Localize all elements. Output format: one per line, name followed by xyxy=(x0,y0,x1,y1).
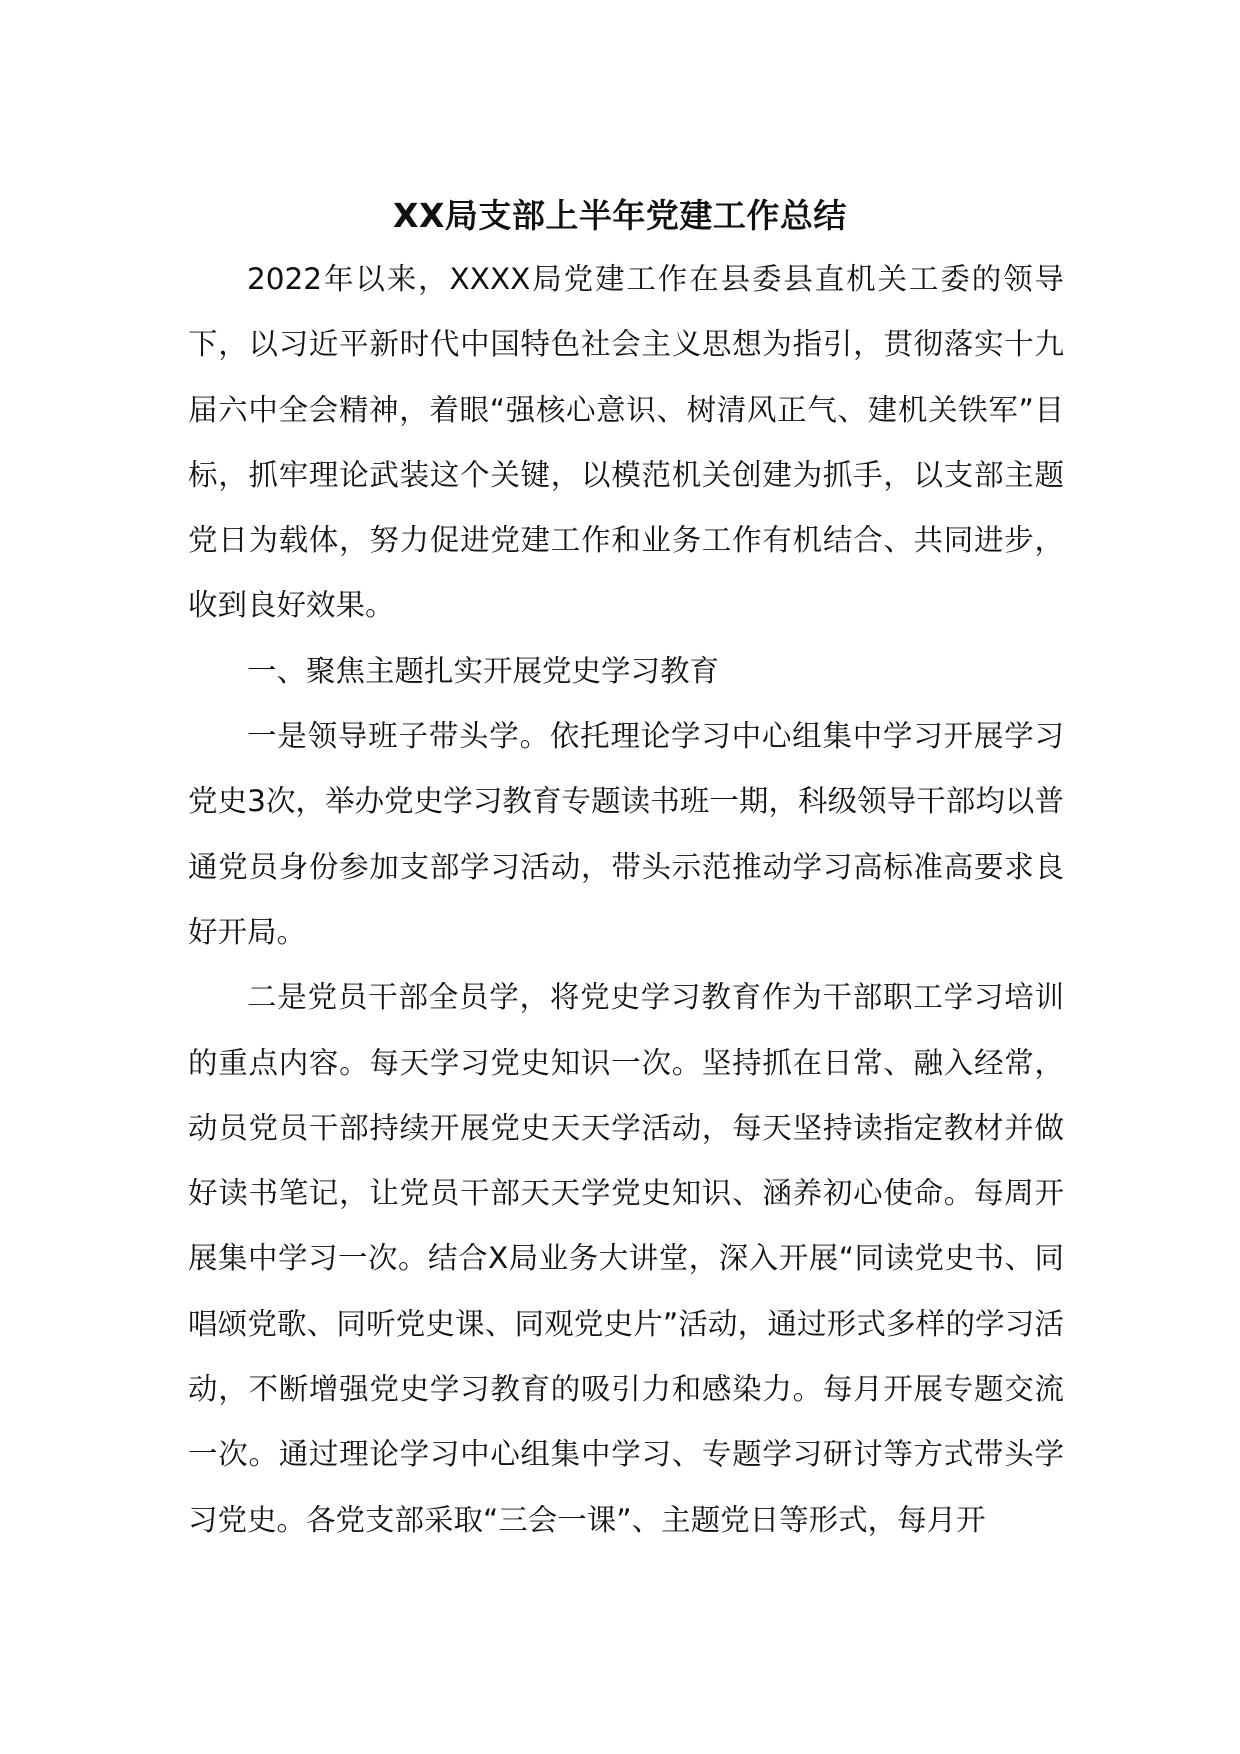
intro-paragraph: 2022年以来，XXXX局党建工作在县委县直机关工委的领导下，以习近平新时代中国特色社会主义思想为指引，贯彻落实十九届六中全会精神，着眼“强核心意识、树清风正气、建机关铁军”目标，抓牢理论武装这个关键，以模范机关创建为抓手，以支部主题党日为载体，努力促进党建工作和业务工作有机结合、共同进步，收到良好效果。 xyxy=(188,262,1064,623)
body-paragraph: 二是党员干部全员学，将党史学习教育作为干部职工学习培训的重点内容。每天学习党史知识一次。坚持抓在日常、融入经常，动员党员干部持续开展党史天天学活动，每天坚持读指定教材并做好读书笔记，让党员干部天天学党史知识、涵养初心使命。每周开展集中学习一次。结合X局业务大讲堂，深入开展“同读党史书、同唱颂党歌、同听党史课、同观党史片”活动，通过形式多样的学习活动，不断增强党史学习教育的吸引力和感染力。每月开展专题交流一次。通过理论学习中心组集中学习、专题学习研讨等方式带头学习党史。各党支部采取“三会一课”、主题党日等形式，每月开 xyxy=(188,980,1064,1537)
document-title: XX局支部上半年党建工作总结 xyxy=(393,196,847,235)
section-heading: 一、聚焦主题扎实开展党史学习教育 xyxy=(247,653,720,688)
document-body xyxy=(188,247,1064,1553)
body-paragraph: 一是领导班子带头学。依托理论学习中心组集中学习开展学习党史3次，举办党史学习教育专题读书班一期，科级领导干部均以普通党员身份参加支部学习活动，带头示范推动学习高标准高要求良好开局。 xyxy=(188,719,1064,949)
